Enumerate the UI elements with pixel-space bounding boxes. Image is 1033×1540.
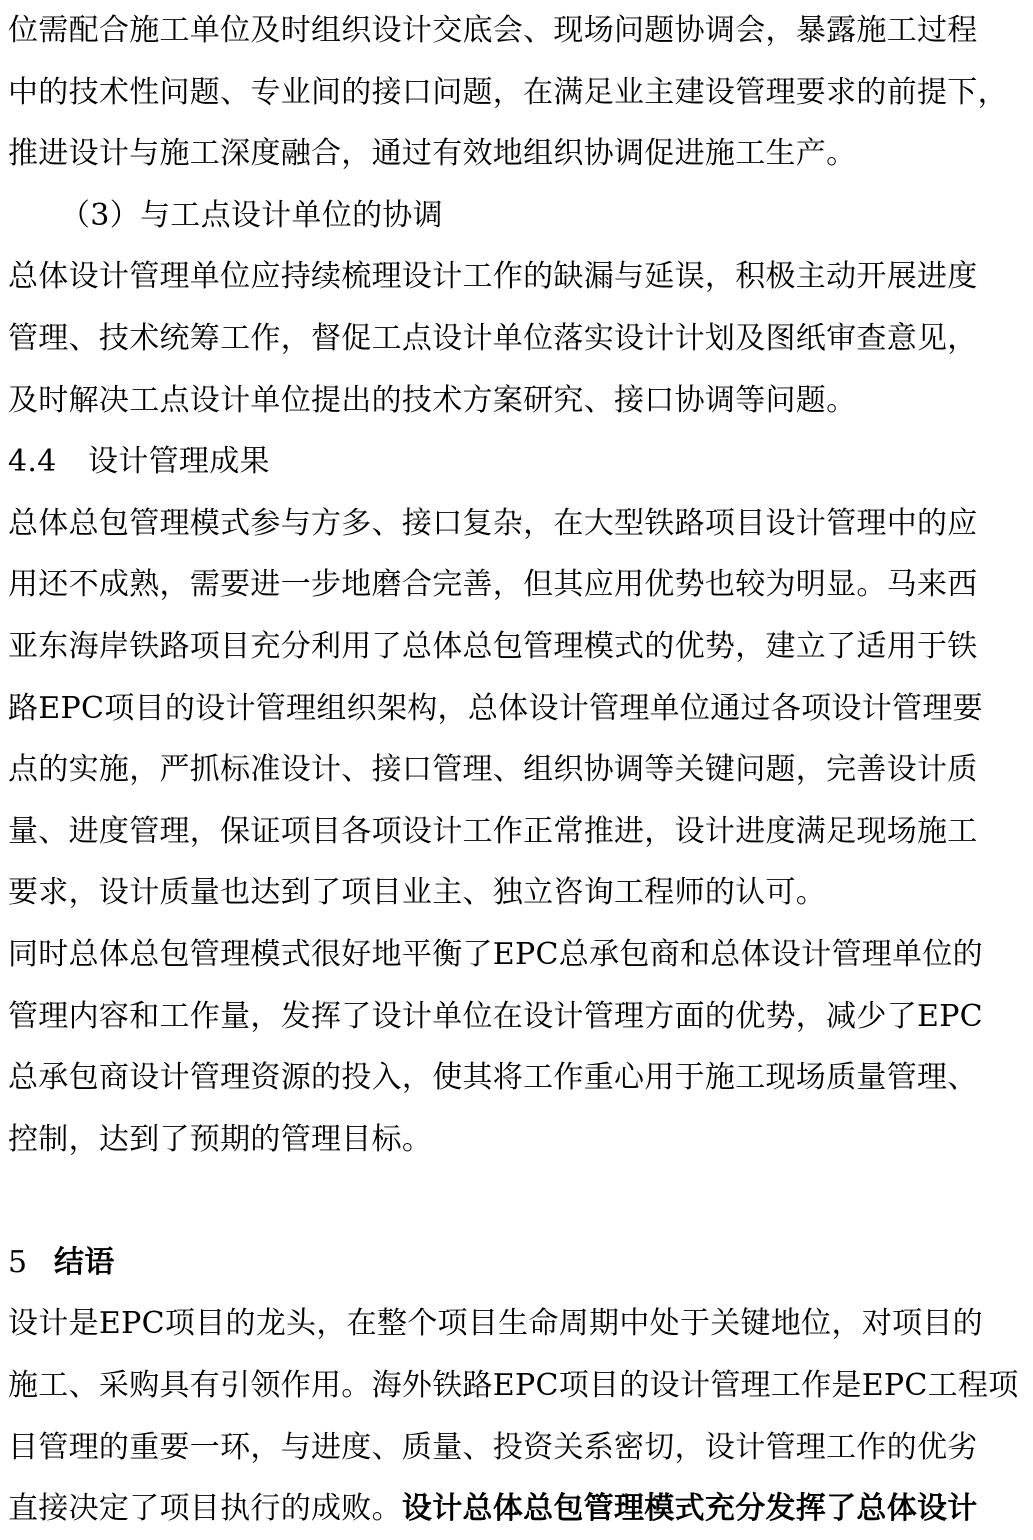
subheading-coordination: （3）与工点设计单位的协调 <box>60 197 443 233</box>
paragraph-line: 管理内容和工作量，发挥了设计单位在设计管理方面的优势，减少了EPC <box>8 998 983 1034</box>
paragraph-line: 目管理的重要一环，与进度、质量、投资关系密切，设计管理工作的优劣 <box>8 1429 978 1465</box>
section-title: 设计管理成果 <box>88 444 270 480</box>
paragraph-line-mixed <box>8 1478 1025 1540</box>
section-title: 结语 <box>54 1244 115 1280</box>
paragraph-line: 控制，达到了预期的管理目标。 <box>8 1121 433 1157</box>
paragraph-line: 设计是EPC项目的龙头，在整个项目生命周期中处于关键地位，对项目的 <box>8 1306 983 1342</box>
section-heading-4-4 <box>8 431 1025 493</box>
plain-text: 直接决定了项目执行的成败。 <box>8 1491 402 1527</box>
paragraph-line: 施工、采购具有引领作用。海外铁路EPC项目的设计管理工作是EPC工程项 <box>8 1368 1019 1404</box>
paragraph-line: 路EPC项目的设计管理组织架构，总体设计管理单位通过各项设计管理要 <box>8 690 983 726</box>
paragraph-line: 点的实施，严抓标准设计、接口管理、组织协调等关键问题，完善设计质 <box>8 752 978 788</box>
paragraph-line: 推进设计与施工深度融合，通过有效地组织协调促进施工生产。 <box>8 136 857 172</box>
paragraph-line: 管理、技术统筹工作，督促工点设计单位落实设计计划及图纸审查意见， <box>8 320 978 356</box>
bold-text: 设计总体总包管理模式充分发挥了总体设计 <box>401 1491 978 1527</box>
paragraph-line: 总体设计管理单位应持续梳理设计工作的缺漏与延误，积极主动开展进度 <box>8 259 978 295</box>
paragraph-line: 总承包商设计管理资源的投入，使其将工作重心用于施工现场质量管理、 <box>8 1060 978 1096</box>
section-heading-5 <box>8 1232 1025 1294</box>
paragraph-line: 量、进度管理，保证项目各项设计工作正常推进，设计进度满足现场施工 <box>8 813 978 849</box>
paragraph-line: 亚东海岸铁路项目充分利用了总体总包管理模式的优势，建立了适用于铁 <box>8 628 978 664</box>
paragraph-line: 要求，设计质量也达到了项目业主、独立咨询工程师的认可。 <box>8 875 827 911</box>
paragraph-line: 总体总包管理模式参与方多、接口复杂，在大型铁路项目设计管理中的应 <box>8 505 978 541</box>
paragraph-line: 同时总体总包管理模式很好地平衡了EPC总承包商和总体设计管理单位的 <box>8 936 983 972</box>
paragraph-line: 及时解决工点设计单位提出的技术方案研究、接口协调等问题。 <box>8 382 857 418</box>
section-number: 5 <box>8 1244 28 1280</box>
paragraph-line: 位需配合施工单位及时组织设计交底会、现场问题协调会，暴露施工过程 <box>8 13 978 48</box>
paragraph-line: 用还不成熟，需要进一步地磨合完善，但其应用优势也较为明显。马来西 <box>8 567 978 603</box>
paragraph-line: 中的技术性问题、专业间的接口问题，在满足业主建设管理要求的前提下， <box>8 74 1008 110</box>
blank-line <box>8 1170 1025 1232</box>
section-number: 4.4 <box>8 444 57 480</box>
